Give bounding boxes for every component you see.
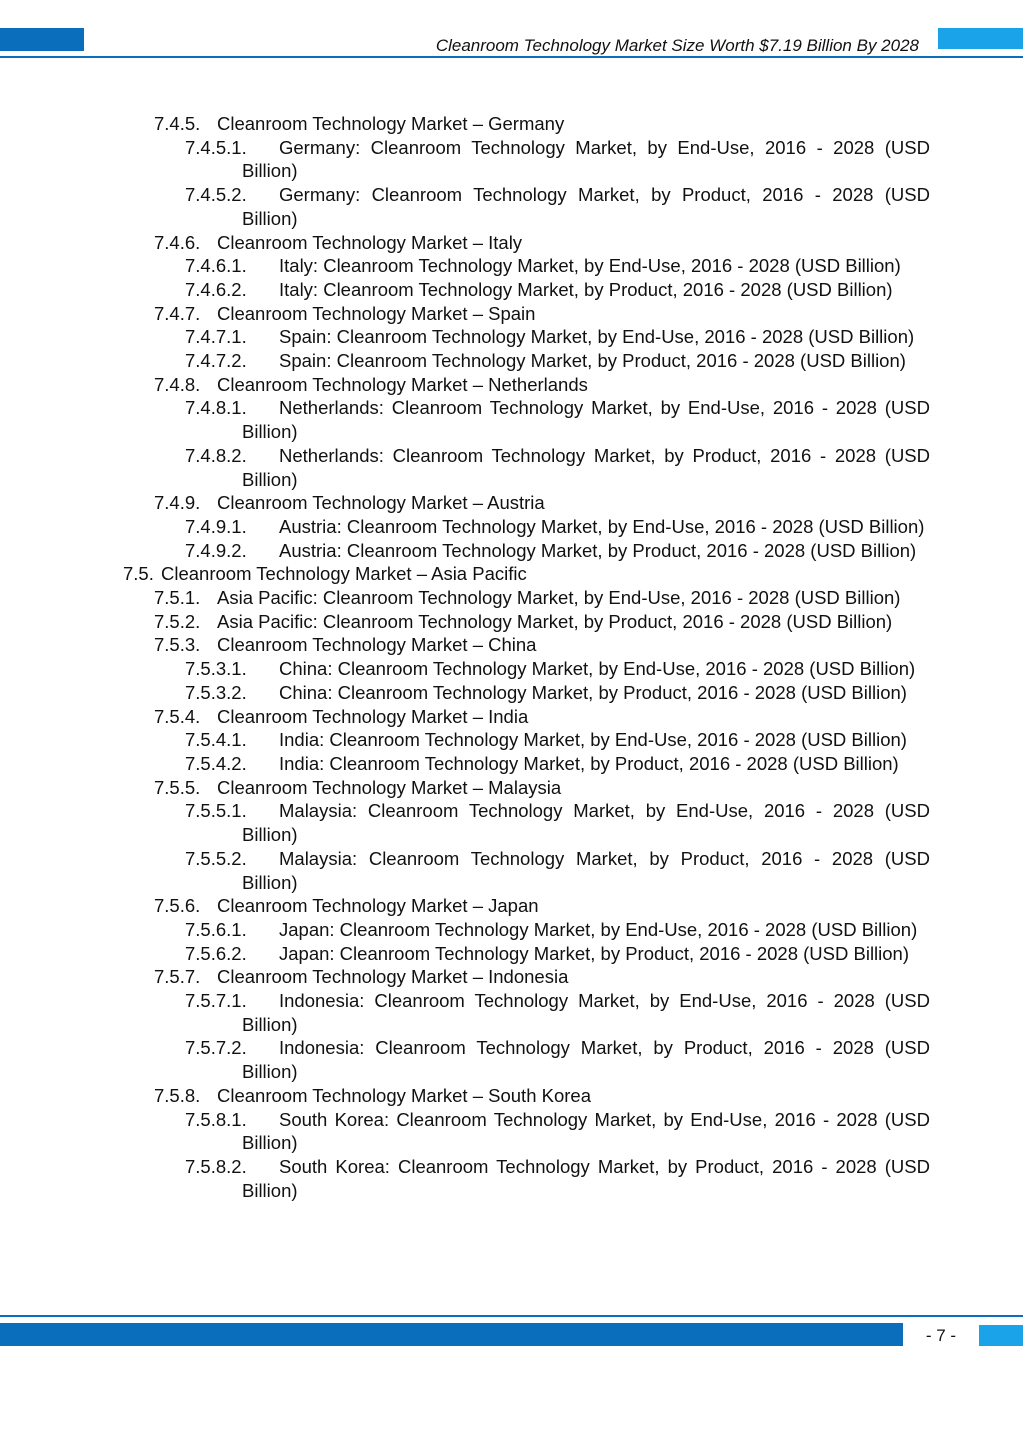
toc-entry <box>0 894 1023 918</box>
footer-accent-bar-left <box>0 1323 903 1346</box>
toc-entry-title: Cleanroom Technology Market – Japan <box>217 895 539 917</box>
toc-entry-number: 7.5.5.1. <box>185 800 247 822</box>
toc-entry-number: 7.5.4. <box>154 705 201 727</box>
toc-entry <box>0 491 1023 515</box>
toc-entry-title: Cleanroom Technology Market – Indonesia <box>217 966 569 988</box>
toc-entry <box>0 231 1023 255</box>
toc-entry-title: Cleanroom Technology Market – Netherlands <box>217 373 588 395</box>
toc-entry-title: China: Cleanroom Technology Market, by End-Use, 2016 - 2028 (USD Billion) <box>279 658 916 680</box>
toc-entry <box>0 918 1023 942</box>
toc-entry <box>0 847 1023 894</box>
toc-entry <box>0 752 1023 776</box>
toc-entry <box>0 349 1023 373</box>
toc-entry <box>0 989 1023 1036</box>
toc-entry-number: 7.5.6.1. <box>185 918 247 940</box>
toc-entry-number: 7.5.3. <box>154 634 201 656</box>
toc-entry <box>0 515 1023 539</box>
toc-entry-number: 7.5.7.1. <box>185 990 247 1012</box>
table-of-contents <box>0 112 1023 1202</box>
toc-entry-title: India: Cleanroom Technology Market, by Product, 2016 - 2028 (USD Billion) <box>279 752 899 774</box>
toc-entry-number: 7.5.4.2. <box>185 752 247 774</box>
toc-entry-number: 7.4.6. <box>154 231 201 253</box>
toc-entry-number: 7.5.5. <box>154 776 201 798</box>
footer-accent-bar-right <box>979 1325 1023 1346</box>
toc-entry <box>0 942 1023 966</box>
toc-entry <box>0 705 1023 729</box>
toc-entry-title: Cleanroom Technology Market – India <box>217 705 529 727</box>
toc-entry-number: 7.5.5.2. <box>185 847 247 869</box>
toc-entry <box>0 657 1023 681</box>
toc-entry <box>0 183 1023 230</box>
toc-entry-title: South Korea: Cleanroom Technology Market, by Product, 2016 - 2028 (USD Billion) <box>242 1155 930 1201</box>
toc-entry-number: 7.5.3.2. <box>185 681 247 703</box>
toc-entry-title: Cleanroom Technology Market – Spain <box>217 302 536 324</box>
toc-entry-title: Netherlands: Cleanroom Technology Market, by Product, 2016 - 2028 (USD Billion) <box>242 444 930 490</box>
toc-entry-title: Cleanroom Technology Market – South Korea <box>217 1084 591 1106</box>
toc-entry <box>0 302 1023 326</box>
toc-entry <box>0 681 1023 705</box>
toc-entry-title: Germany: Cleanroom Technology Market, by Product, 2016 - 2028 (USD Billion) <box>242 184 930 229</box>
toc-entry <box>0 539 1023 563</box>
toc-entry <box>0 1108 1023 1155</box>
toc-entry-title: Japan: Cleanroom Technology Market, by Product, 2016 - 2028 (USD Billion) <box>279 942 910 964</box>
toc-entry-number: 7.4.5. <box>154 113 201 134</box>
toc-entry <box>0 965 1023 989</box>
toc-entry-number: 7.4.6.2. <box>185 278 247 300</box>
toc-entry-title: Cleanroom Technology Market – Italy <box>217 231 523 253</box>
toc-entry-number: 7.4.8. <box>154 373 201 395</box>
toc-entry-number: 7.5.4.1. <box>185 729 247 751</box>
toc-entry <box>0 254 1023 278</box>
toc-entry <box>0 633 1023 657</box>
toc-entry <box>0 799 1023 846</box>
toc-entry <box>0 776 1023 800</box>
toc-entry-title: Indonesia: Cleanroom Technology Market, by Product, 2016 - 2028 (USD Billion) <box>242 1037 930 1083</box>
toc-entry <box>0 112 1023 136</box>
toc-entry-number: 7.5.8.2. <box>185 1155 247 1177</box>
toc-entry-title: Indonesia: Cleanroom Technology Market, by End-Use, 2016 - 2028 (USD Billion) <box>242 990 930 1035</box>
toc-entry-number: 7.5.8.1. <box>185 1108 247 1130</box>
toc-entry-number: 7.5.8. <box>154 1084 201 1106</box>
toc-entry-title: Austria: Cleanroom Technology Market, by End-Use, 2016 - 2028 (USD Billion) <box>279 515 925 537</box>
toc-entry-number: 7.5.7.2. <box>185 1037 247 1059</box>
toc-entry-title: Malaysia: Cleanroom Technology Market, by End-Use, 2016 - 2028 (USD Billion) <box>242 800 930 846</box>
toc-entry-number: 7.5. <box>123 563 154 585</box>
toc-entry-title: Cleanroom Technology Market – Austria <box>217 492 545 514</box>
toc-entry-number: 7.5.2. <box>154 610 201 632</box>
toc-entry <box>0 396 1023 443</box>
toc-entry-title: India: Cleanroom Technology Market, by End-Use, 2016 - 2028 (USD Billion) <box>279 729 907 751</box>
toc-entry <box>0 1036 1023 1083</box>
toc-entry-title: Netherlands: Cleanroom Technology Market, by End-Use, 2016 - 2028 (USD Billion) <box>242 397 930 443</box>
toc-entry-title: Japan: Cleanroom Technology Market, by End-Use, 2016 - 2028 (USD Billion) <box>279 918 918 940</box>
toc-entry-title: Cleanroom Technology Market – Germany <box>217 113 565 134</box>
header-accent-bar-right <box>938 28 1023 49</box>
toc-entry-number: 7.4.9.2. <box>185 539 247 561</box>
toc-entry-title: Italy: Cleanroom Technology Market, by Product, 2016 - 2028 (USD Billion) <box>279 278 893 300</box>
toc-entry <box>0 136 1023 183</box>
toc-entry-title: Spain: Cleanroom Technology Market, by End-Use, 2016 - 2028 (USD Billion) <box>279 326 915 348</box>
toc-entry-number: 7.4.6.1. <box>185 255 247 277</box>
toc-entry-number: 7.4.9.1. <box>185 515 247 537</box>
toc-entry-number: 7.4.9. <box>154 492 201 514</box>
toc-entry-title: Malaysia: Cleanroom Technology Market, by Product, 2016 - 2028 (USD Billion) <box>242 847 930 893</box>
toc-entry-title: Spain: Cleanroom Technology Market, by Product, 2016 - 2028 (USD Billion) <box>279 350 906 372</box>
toc-entry-title: Cleanroom Technology Market – Asia Pacific <box>161 563 527 585</box>
toc-entry-number: 7.4.5.2. <box>185 184 247 206</box>
toc-entry <box>0 444 1023 491</box>
toc-entry-number: 7.4.7.2. <box>185 350 247 372</box>
toc-entry-title: Cleanroom Technology Market – China <box>217 634 537 656</box>
toc-entry-number: 7.4.7.1. <box>185 326 247 348</box>
toc-entry <box>0 562 1023 586</box>
toc-entry <box>0 610 1023 634</box>
toc-entry-title: Germany: Cleanroom Technology Market, by End-Use, 2016 - 2028 (USD Billion) <box>242 136 930 182</box>
header-accent-bar-left <box>0 28 84 51</box>
toc-entry-number: 7.5.1. <box>154 587 201 609</box>
running-header-title: Cleanroom Technology Market Size Worth $7.19 Billion By 2028 <box>435 36 919 55</box>
toc-entry-title: Asia Pacific: Cleanroom Technology Market, by Product, 2016 - 2028 (USD Billion) <box>217 610 893 632</box>
toc-entry-number: 7.4.5.1. <box>185 136 247 158</box>
toc-entry <box>0 373 1023 397</box>
toc-entry-number: 7.5.7. <box>154 966 201 988</box>
toc-entry <box>0 728 1023 752</box>
toc-entry <box>0 1084 1023 1108</box>
toc-entry-title: China: Cleanroom Technology Market, by Product, 2016 - 2028 (USD Billion) <box>279 681 907 703</box>
toc-entry-title: Austria: Cleanroom Technology Market, by Product, 2016 - 2028 (USD Billion) <box>279 539 917 561</box>
toc-entry-number: 7.4.8.2. <box>185 444 247 466</box>
toc-entry-number: 7.5.6.2. <box>185 942 247 964</box>
toc-entry-title: South Korea: Cleanroom Technology Market, by End-Use, 2016 - 2028 (USD Billion) <box>242 1108 930 1154</box>
page-number: - 7 - <box>925 1326 957 1345</box>
footer-rule <box>0 1315 1023 1317</box>
header-rule <box>0 56 1023 58</box>
toc-entry <box>0 1155 1023 1202</box>
toc-entry-title: Asia Pacific: Cleanroom Technology Market, by End-Use, 2016 - 2028 (USD Billion) <box>217 587 901 609</box>
toc-entry-number: 7.5.6. <box>154 895 201 917</box>
toc-entry-number: 7.4.7. <box>154 302 201 324</box>
toc-entry <box>0 278 1023 302</box>
toc-entry <box>0 325 1023 349</box>
toc-entry-title: Cleanroom Technology Market – Malaysia <box>217 776 562 798</box>
toc-entry-number: 7.5.3.1. <box>185 658 247 680</box>
toc-entry <box>0 586 1023 610</box>
toc-entry-number: 7.4.8.1. <box>185 397 247 419</box>
toc-entry-title: Italy: Cleanroom Technology Market, by End-Use, 2016 - 2028 (USD Billion) <box>279 255 901 277</box>
